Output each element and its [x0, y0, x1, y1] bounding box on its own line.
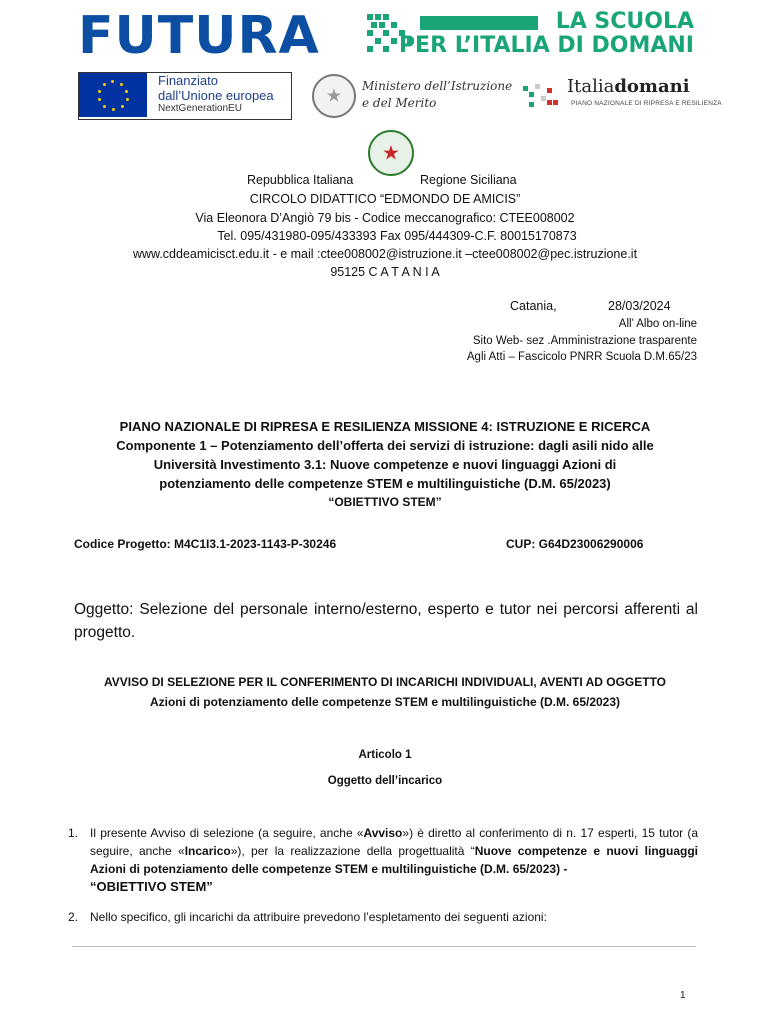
- item1-incarico: Incarico: [184, 844, 231, 858]
- eu-line-1: Finanziato: [158, 73, 218, 88]
- ministero-logo-text: [362, 78, 512, 112]
- list-item-1: [90, 824, 698, 896]
- articolo-heading: Oggetto dell’incarico: [327, 775, 443, 787]
- school-city: 95125 C A T A N I A: [330, 265, 440, 279]
- recipient-atti: Agli Atti – Fascicolo PNRR Scuola D.M.65/23: [466, 351, 697, 363]
- item1-bold: Nuove competenze e nuovi linguaggi Azioni di potenziamento delle competenze STEM e multilinguistiche (D.M. 65/2023) -: [90, 844, 698, 876]
- list-item-2: Nello specifico, gli incarichi da attribuire prevedono l’espletamento dei seguenti azioni:: [90, 910, 547, 924]
- italiadomani-b: domani: [614, 76, 690, 97]
- title-line-1: PIANO NAZIONALE DI RIPRESA E RESILIENZA MISSIONE 4: ISTRUZIONE E RICERCA: [119, 419, 651, 434]
- eu-line-2: dall’Unione europea: [158, 88, 274, 103]
- avviso-line-2: Azioni di potenziamento delle competenze STEM e multilinguistiche (D.M. 65/2023): [149, 695, 621, 709]
- title-line-4: potenziamento delle competenze STEM e multilinguistiche (D.M. 65/2023): [159, 476, 611, 491]
- republic-label: Repubblica Italiana: [247, 173, 354, 187]
- item1-avviso: Avviso: [363, 826, 403, 840]
- date-value: 28/03/2024: [608, 299, 671, 313]
- school-web: www.cddeamicisct.edu.it - e mail :ctee008002@istruzione.it –ctee008002@pec.istruzione.it: [132, 247, 638, 261]
- footer-divider: [72, 946, 696, 947]
- ministero-line-2: e del Merito: [362, 96, 437, 110]
- date-place: Catania,: [510, 299, 557, 313]
- slogan: [374, 10, 694, 58]
- project-cup: CUP: G64D23006290006: [506, 537, 644, 551]
- school-address: Via Eleonora D’Angiò 79 bis - Codice meccanografico: CTEE008002: [195, 211, 575, 225]
- avviso-heading: [60, 672, 710, 712]
- item1-stem: “OBIETTIVO STEM”: [90, 879, 213, 894]
- item1-text-a: Il presente Avviso di selezione (a seguire, anche «: [90, 826, 364, 840]
- italiadomani-subtitle: PIANO NAZIONALE DI RIPRESA E RESILIENZA: [571, 100, 722, 107]
- republic-emblem-icon: [368, 130, 414, 176]
- title-line-3: Università Investimento 3.1: Nuove competenze e nuovi linguaggi Azioni di: [153, 457, 617, 472]
- italiadomani-flag-icon: [523, 82, 559, 108]
- school-phones: Tel. 095/431980-095/433393 Fax 095/444309-C.F. 80015170873: [217, 229, 577, 243]
- italian-emblem-icon: [312, 74, 356, 118]
- project-code: Codice Progetto: M4C1I3.1-2023-1143-P-30246: [74, 537, 337, 551]
- slogan-line-1: LA SCUOLA: [555, 9, 694, 34]
- eu-flag-icon: [79, 73, 147, 117]
- italiadomani-a: Italia: [567, 76, 615, 97]
- document-title: [60, 417, 710, 512]
- school-name: CIRCOLO DIDATTICO “EDMONDO DE AMICIS”: [249, 192, 521, 206]
- recipient-sito: Sito Web- sez .Amministrazione trasparente: [472, 335, 697, 347]
- recipient-albo: All’ Albo on-line: [618, 318, 697, 330]
- ministero-line-1: Ministero dell’Istruzione: [362, 79, 513, 93]
- item1-text-c: »), per la realizzazione della progettualità “: [230, 844, 475, 858]
- next-generation-eu: NextGenerationEU: [158, 103, 242, 114]
- avviso-line-1: AVVISO DI SELEZIONE PER IL CONFERIMENTO DI INCARICHI INDIVIDUALI, AVENTI AD OGGETTO: [103, 675, 667, 689]
- oggetto-paragraph: Oggetto: Selezione del personale interno/esterno, esperto e tutor nei percorsi afferenti al progetto.: [74, 601, 698, 641]
- italiadomani-title: [567, 76, 690, 97]
- page-number: 1: [680, 990, 686, 1001]
- articolo-number: Articolo 1: [358, 749, 412, 761]
- list-number-2: 2.: [68, 910, 79, 924]
- title-line-5: “OBIETTIVO STEM”: [328, 495, 442, 509]
- futura-logo: FUTURA: [78, 6, 320, 66]
- region-label: Regione Siciliana: [420, 173, 517, 187]
- eu-funding-text: [158, 73, 274, 103]
- title-line-2: Componente 1 – Potenziamento dell’offerta dei servizi di istruzione: dagli asili nido alle: [116, 438, 654, 453]
- list-number-1: 1.: [68, 826, 79, 840]
- slogan-line-2: PER L’ITALIA DI DOMANI: [398, 33, 694, 58]
- item1-text-b: ») è diretto al conferimento di n. 17 esperti, 15 tutor (a seguire, anche «: [90, 826, 698, 858]
